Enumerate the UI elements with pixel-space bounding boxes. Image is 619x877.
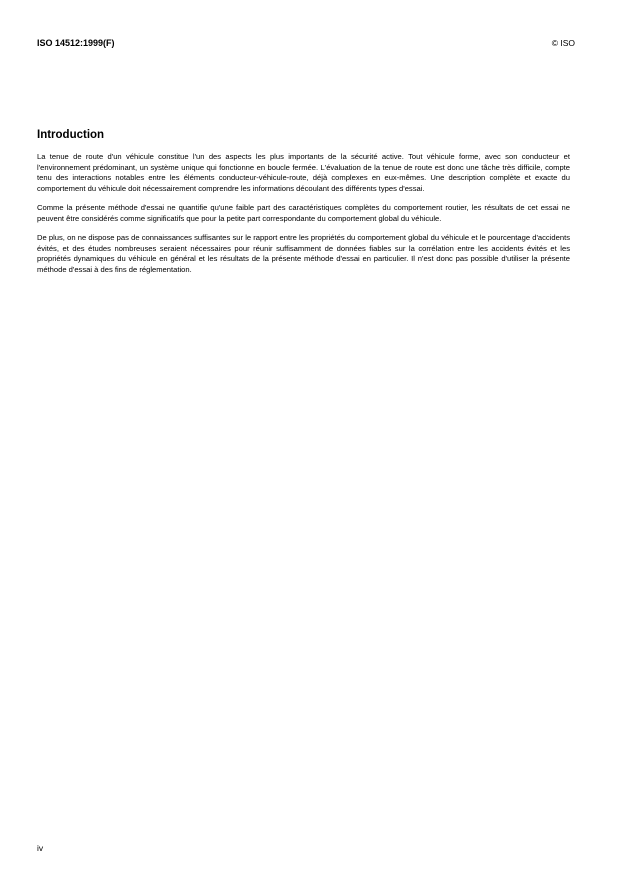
paragraph-3: De plus, on ne dispose pas de connaissances suffisantes sur le rapport entre les propriétés du comportement global du véhicule et le pourcentage d'accidents évités, et des études nombreuses seraient nécessaires pour réunir suffisamment de données fiables sur la corrélation entre les accidents évités et les propriétés dynamiques du véhicule en général et les résultats de la présente méthode d'essai en particulier. Il n'est donc pas possible d'utiliser la présente méthode d'essai à des fins de réglementation.: [37, 233, 570, 274]
paragraph-1: La tenue de route d'un véhicule constitue l'un des aspects les plus importants de la sécurité active. Tout véhicule forme, avec son conducteur et l'environnement prédominant, un système unique qui fonctionne en boucle fermée. L'évaluation de la tenue de route est donc une tâche très difficile, compte tenu des interactions notables entre les éléments conducteur-véhicule-route, déjà complexes en eux-mêmes. Une description complète et exacte du comportement du véhicule doit nécessairement comprendre les informations découlant des différents types d'essai.: [37, 152, 570, 193]
page-number: iv: [37, 843, 44, 853]
section-body: [37, 152, 570, 284]
document-id: ISO 14512:1999(F): [37, 38, 115, 48]
copyright-notice: © ISO: [551, 38, 575, 48]
section-title: Introduction: [37, 129, 105, 141]
paragraph-2: Comme la présente méthode d'essai ne quantifie qu'une faible part des caractéristiques complètes du comportement routier, les résultats de cet essai ne peuvent être considérés comme significatifs que pour la petite part correspondante du comportement global du véhicule.: [37, 203, 570, 223]
